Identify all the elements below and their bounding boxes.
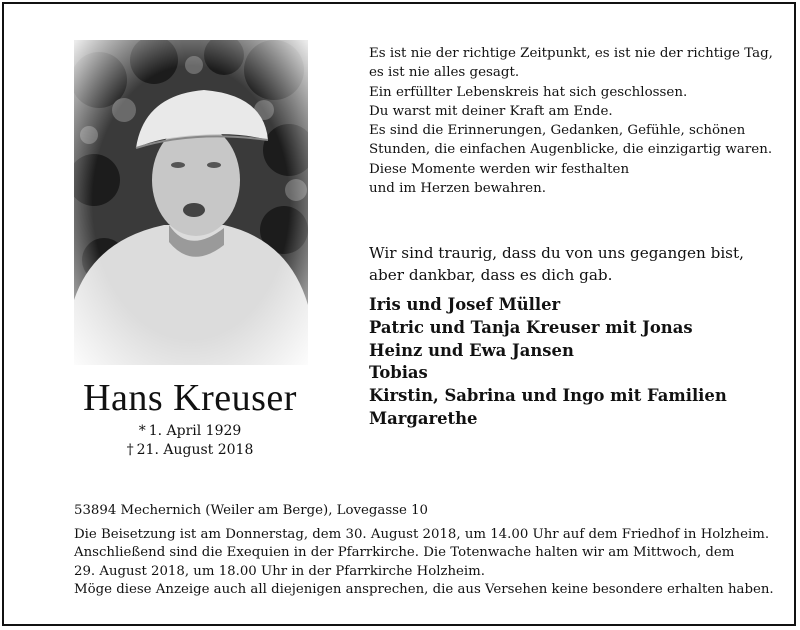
birth-date-line [70,422,310,441]
mourner-entry: Iris und Josef Müller [369,295,561,314]
poem-line: es ist nie alles gesagt. [369,65,520,81]
cross-symbol: † [126,442,134,458]
poem-line: und im Herzen bewahren. [369,181,546,197]
funeral-line: Die Beisetzung ist am Donnerstag, dem 30. August 2018, um 14.00 Uhr auf dem Friedhof in Holzheim. [74,526,770,542]
address: 53894 Mechernich (Weiler am Berge), Lovegasse 10 [74,503,428,518]
poem-line: Es ist nie der richtige Zeitpunkt, es ist nie der richtige Tag, [369,46,773,61]
birth-symbol: * [138,423,146,439]
mourning-quote [369,242,769,286]
poem-line: Es sind die Erinnerungen, Gedanken, Gefühle, schönen [369,123,746,139]
mourner-entry: Margarethe [369,408,478,428]
obituary-card [2,2,796,626]
birth-date: 1. April 1929 [148,423,242,439]
funeral-line: Möge diese Anzeige auch all diejenigen ansprechen, die aus Versehen keine besondere erhalten haben. [74,582,774,598]
funeral-line: Anschließend sind die Exequien in der Pfarrkirche. Die Totenwache halten wir am Mittwoch, dem [74,545,735,561]
mourners-list [369,294,769,431]
death-date-line [70,441,310,460]
death-date: 21. August 2018 [136,442,254,458]
quote-line: aber dankbar, dass es dich gab. [369,266,613,284]
quote-line: Wir sind traurig, dass du von uns gegangen bist, [369,244,744,262]
mourner-entry: Tobias [369,363,428,383]
life-dates [70,422,310,460]
poem [369,44,773,198]
mourner-entry: Patric und Tanja Kreuser mit Jonas [369,317,693,337]
poem-line: Du warst mit deiner Kraft am Ende. [369,103,613,119]
poem-line: Diese Momente werden wir festhalten [369,161,630,177]
poem-line: Ein erfüllter Lebenskreis hat sich geschlossen. [369,84,688,100]
mourner-entry: Heinz und Ewa Jansen [369,340,574,360]
mourner-entry: Kirstin, Sabrina und Ingo mit Familien [369,386,727,406]
funeral-line: 29. August 2018, um 18.00 Uhr in der Pfarrkirche Holzheim. [74,563,486,579]
portrait-photo [74,40,308,365]
deceased-name: Hans Kreuser [83,377,297,419]
poem-line: Stunden, die einfachen Augenblicke, die einzigartig waren. [369,142,773,158]
funeral-info [74,502,774,600]
